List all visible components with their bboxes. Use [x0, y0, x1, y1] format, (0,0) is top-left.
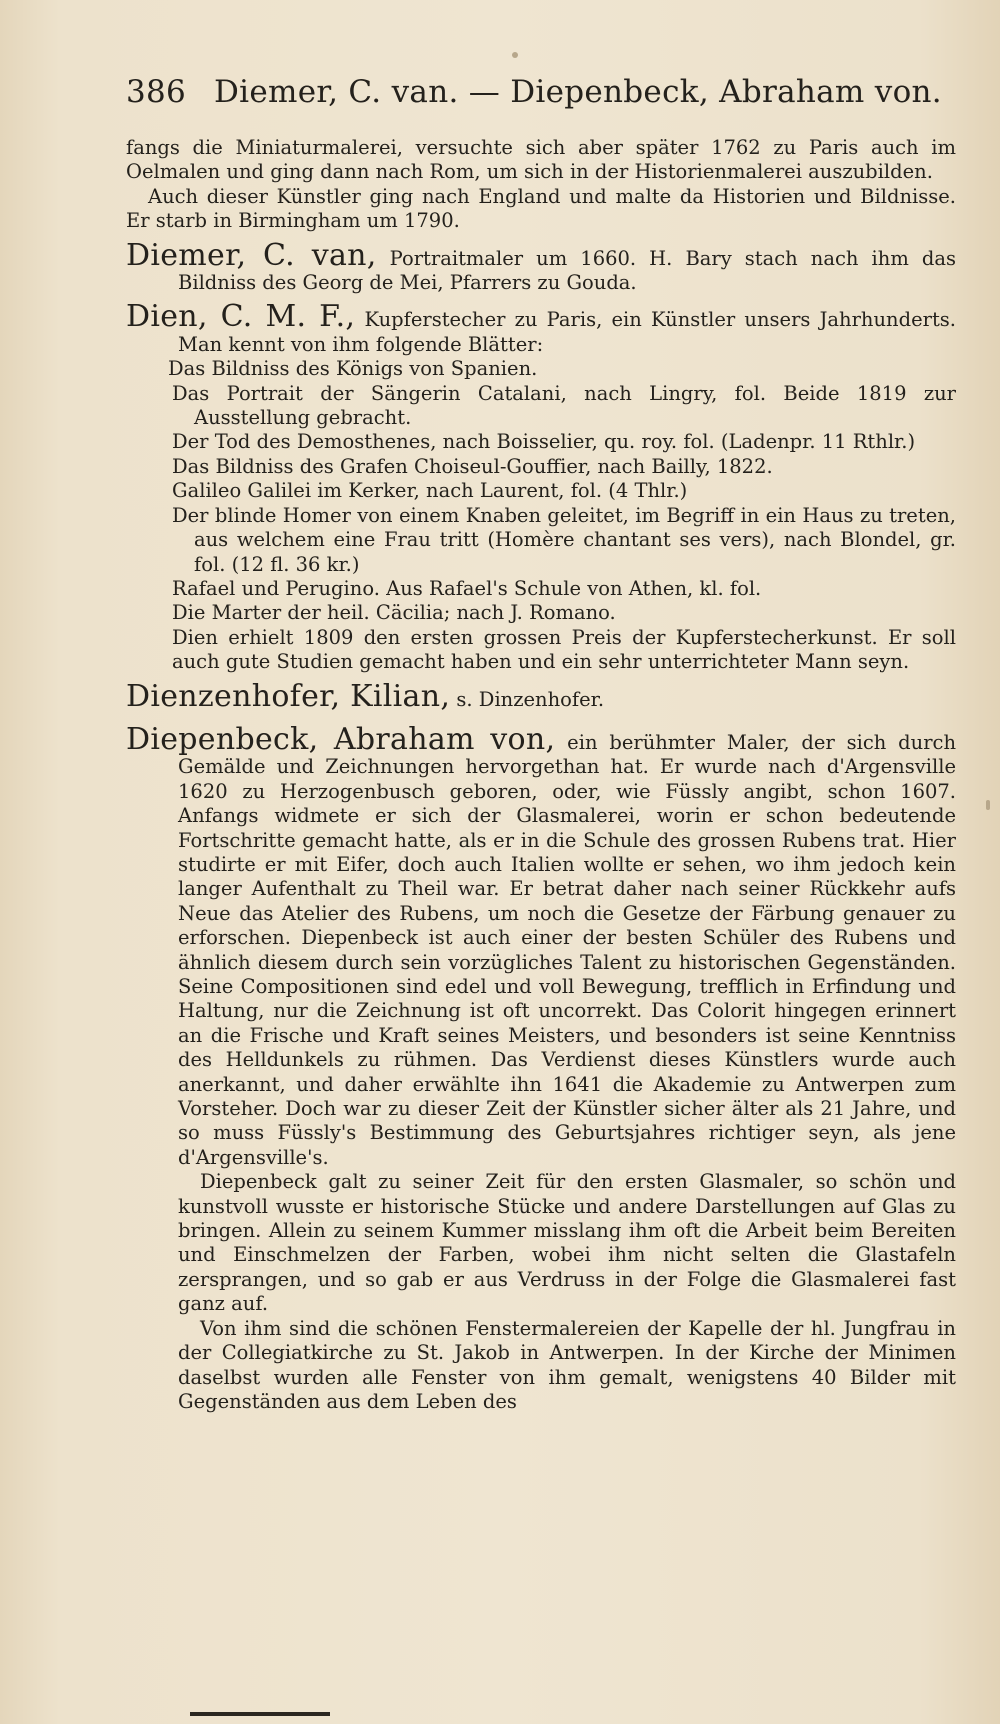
headword: Dien, C. M. F.,	[126, 299, 356, 335]
paper-spot	[512, 52, 518, 58]
list-item: Der blinde Homer von einem Knaben geleitet, im Begriff in ein Haus zu treten, aus welchem eine Frau tritt (Homère chantant ses vers), nach Blondel, gr. fol. (12 fl. 36 kr.)	[172, 503, 956, 576]
entry-dienzenhofer	[126, 678, 956, 714]
paragraph: Von ihm sind die schönen Fenstermalereien der Kapelle der hl. Jungfrau in der Collegiatkirche zu St. Jakob in Antwerpen. In der Kirche der Minimen daselbst wurden alle Fenster von ihm gemalt, wenigstens 40 Bilder mit Gegenständen aus dem Leben des	[178, 1316, 956, 1413]
list-item: Galileo Galilei im Kerker, nach Laurent, fol. (4 Thlr.)	[172, 479, 688, 503]
list-item: Rafael und Perugino. Aus Rafael's Schule von Athen, kl. fol.	[172, 576, 762, 600]
entry-dien	[126, 299, 956, 674]
headword: Diepenbeck, Abraham von,	[126, 721, 556, 757]
entry-text: Portraitmaler um 1660. H. Bary stach nach ihm das Bildniss des Georg de Mei, Pfarrers zu Gouda.	[178, 246, 956, 295]
headword: Dienzenhofer, Kilian,	[126, 678, 451, 714]
entry-text: s. Dinzenhofer.	[456, 687, 605, 711]
page-content	[126, 74, 957, 1414]
entry-diepenbeck	[126, 721, 957, 1414]
page-number: 386	[126, 74, 187, 110]
works-list	[168, 357, 956, 625]
paragraph: Auch dieser Künstler ging nach England und malte da Historien und Bildnisse. Er starb in Birmingham um 1790.	[126, 184, 956, 233]
footer-rule	[190, 1712, 330, 1716]
entry-text: ein berühmter Maler, der sich durch Gemälde und Zeichnungen hervorgethan hat. Er wurde nach d'Argensville 1620 zu Herzogenbusch geboren, oder, wie Füssly angibt, schon 1607. Anfangs widmete er sich der Glasmalerei, worin er schon bedeutende Fortschritte gemacht hatte, als er in die Schule des grossen Rubens trat. Hier studirte er mit Eifer, doch auch Italien wollte er sehen, wo ihm jedoch kein langer Aufenthalt zu Theil war. Er betrat daher nach seiner Rückkehr aufs Neue das Atelier des Rubens, um noch die Gesetze der Färbung genauer zu erforschen. Diepenbeck ist auch einer der besten Schüler des Rubens und ähnlich diesem durch sein vorzügliches Talent zu historischen Gegenständen. Seine Compositionen sind edel und voll Bewegung, trefflich in Erfindung und Haltung, nur die Zeichnung ist oft uncorrekt. Das Colorit hingegen erinnert an die Frische und Kraft seines Meisters, und besonders ist seine Kenntniss des Helldunkels zu rühmen. Das Verdienst dieses Künstlers wurde auch anerkannt, und daher erwählte ihn 1641 die Akademie zu Antwerpen zum Vorsteher. Doch war zu dieser Zeit der Künstler sicher älter als 21 Jahre, und so muss Füssly's Bestimmung des Geburtsjahres richtiger seyn, als jene d'Argensville's.	[178, 730, 957, 1169]
list-item: Der Tod des Demosthenes, nach Boisselier, qu. roy. fol. (Ladenpr. 11 Rthlr.)	[172, 430, 916, 454]
running-title: Diemer, C. van. — Diepenbeck, Abraham von.	[214, 74, 942, 110]
paper-spot	[986, 800, 990, 810]
paragraph: fangs die Miniaturmalerei, versuchte sich aber später 1762 zu Paris auch im Oelmalen und ging dann nach Rom, um sich in der Historienmalerei auszubilden.	[126, 136, 956, 184]
list-item: Das Bildniss des Grafen Choiseul-Gouffier, nach Bailly, 1822.	[172, 454, 773, 478]
list-item: Das Portrait der Sängerin Catalani, nach Lingry, fol. Beide 1819 zur Ausstellung gebracht.	[172, 381, 956, 430]
headword: Diemer, C. van,	[126, 237, 377, 273]
list-item: Das Bildniss des Königs von Spanien.	[168, 357, 538, 381]
paragraph: Dien erhielt 1809 den ersten grossen Preis der Kupferstecherkunst. Er soll auch gute Studien gemacht haben und ein sehr unterrichteter Mann seyn.	[172, 625, 956, 674]
page-header	[126, 74, 956, 128]
entry-diemer	[126, 237, 956, 296]
list-item: Die Marter der heil. Cäcilia; nach J. Romano.	[172, 601, 616, 625]
paragraph: Diepenbeck galt zu seiner Zeit für den ersten Glasmaler, so schön und kunstvoll wusste er historische Stücke und andere Darstellungen auf Glas zu bringen. Allein zu seinem Kummer misslang ihm oft die Arbeit beim Bereiten und Einschmelzen der Farben, wobei ihm nicht selten die Glastafeln zersprangen, und so gab er aus Verdruss in der Folge die Glasmalerei fast ganz auf.	[178, 1170, 956, 1316]
continued-entry	[126, 136, 956, 234]
entry-text: Kupferstecher zu Paris, ein Künstler unsers Jahrhunderts. Man kennt von ihm folgende Blätter:	[178, 308, 956, 356]
